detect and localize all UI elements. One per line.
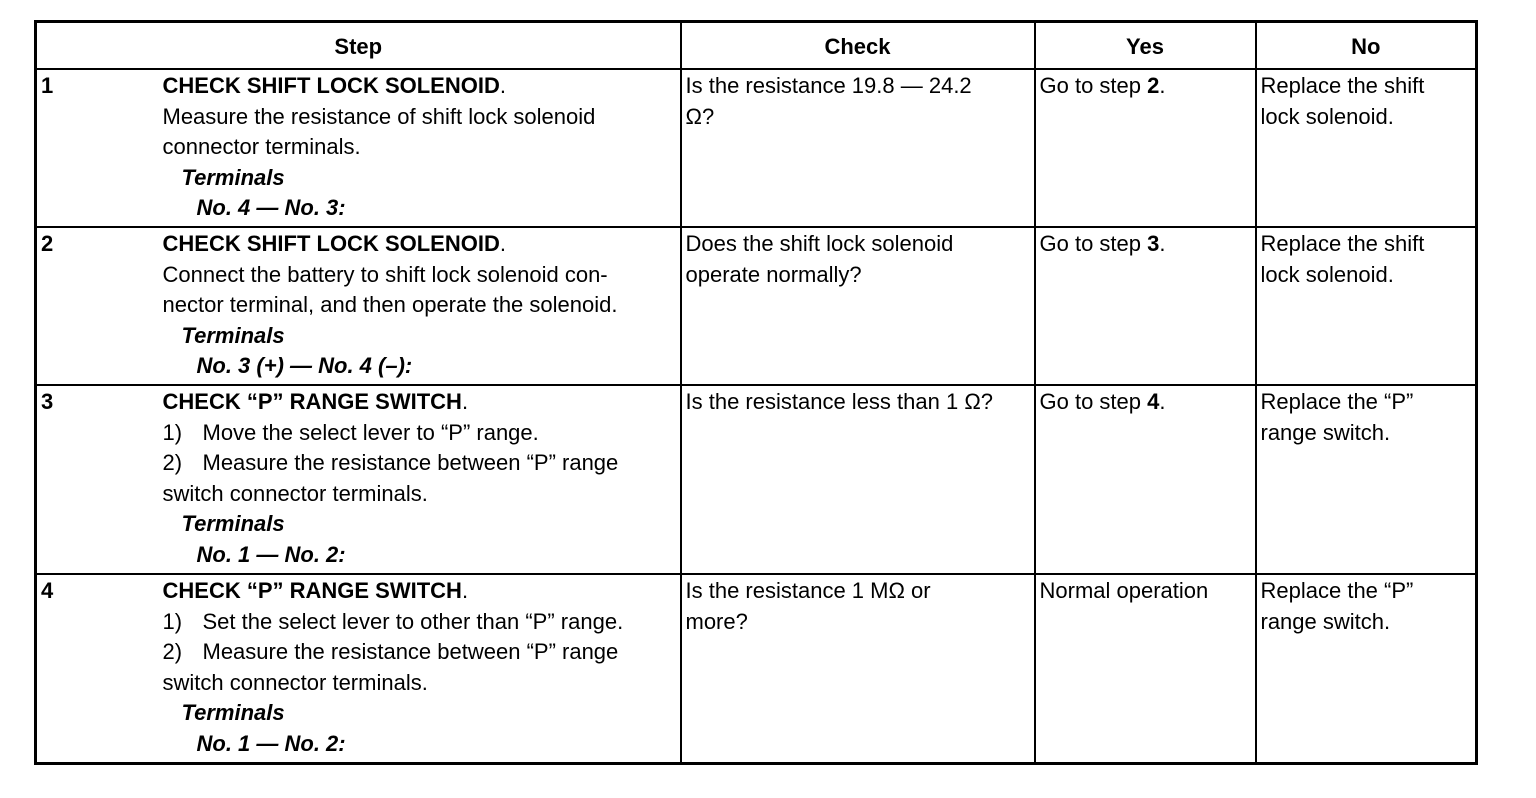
table-header-row [36, 22, 1477, 70]
substep-text: Move the select lever to “P” range. [202, 419, 539, 445]
terminals-label: Terminals [181, 511, 285, 536]
yes-text: Go to step [1039, 73, 1148, 98]
no-cell [1256, 69, 1477, 227]
step-description: CHECK SHIFT LOCK SOLENOID. Connect the battery to shift lock solenoid con- nector terminal, and then operate the solenoid. Terminals No. 3 (+) — No. 4 (–): [159, 227, 681, 385]
check-cell [681, 574, 1035, 763]
yes-text: Go to step [1039, 231, 1148, 256]
table-row-step-1 [36, 69, 1477, 227]
substep-number: 1) [162, 608, 183, 634]
substep-number: 2) [162, 639, 183, 664]
terminals-value: No. 1 — No. 2: [196, 541, 346, 567]
no-text-line: Replace the “P” [1260, 389, 1414, 414]
substep-text: Measure the resistance between “P” range [202, 450, 619, 475]
no-text-line: lock solenoid. [1260, 103, 1394, 129]
terminals-label: Terminals [181, 700, 285, 725]
no-text-line: range switch. [1260, 608, 1391, 634]
step-number: 4 [36, 574, 159, 763]
no-text-line: lock solenoid. [1260, 261, 1394, 287]
no-cell [1256, 227, 1477, 385]
substep-text: Set the select lever to other than “P” range. [202, 608, 624, 634]
yes-cell [1035, 574, 1256, 763]
step-title: CHECK “P” RANGE SWITCH [162, 578, 462, 603]
yes-cell: Go to step 3. [1035, 227, 1256, 385]
step-text-line: Measure the resistance of shift lock solenoid [162, 103, 596, 129]
substep [163, 607, 676, 638]
terminals-label: Terminals [181, 164, 285, 190]
table-row-step-3 [36, 385, 1477, 574]
check-text-line: Is the resistance 1 MΩ or [685, 578, 931, 603]
step-text-line: connector terminals. [162, 134, 361, 159]
terminals-value: No. 1 — No. 2: [196, 730, 346, 756]
check-text-line: operate normally? [685, 261, 862, 287]
check-cell [681, 227, 1035, 385]
step-text-line: Connect the battery to shift lock solenoid con- [162, 261, 608, 287]
substep [163, 418, 676, 449]
step-number: 2 [36, 227, 159, 385]
terminals-label: Terminals [181, 322, 285, 348]
substep [163, 448, 676, 479]
yes-text: Normal operation [1039, 578, 1209, 603]
step-description: CHECK “P” RANGE SWITCH. 1) Move the select lever to “P” range. 2) Measure the resistance between “P” range switch connector terminals. Terminals No. 1 — No. 2: [159, 385, 681, 574]
header-check: Check [681, 22, 1035, 70]
no-text-line: Replace the “P” [1260, 578, 1414, 603]
substep [163, 637, 676, 668]
no-cell [1256, 574, 1477, 763]
no-text-line: Replace the shift [1260, 231, 1425, 256]
header-no: No [1256, 22, 1477, 70]
header-yes: Yes [1035, 22, 1256, 70]
substep-number: 2) [162, 450, 183, 475]
yes-step-number: 2 [1147, 73, 1160, 98]
check-text-line: Does the shift lock solenoid [685, 231, 954, 256]
check-cell [681, 385, 1035, 574]
check-text-line: Is the resistance 19.8 — 24.2 [685, 73, 972, 98]
check-cell [681, 69, 1035, 227]
step-description: CHECK SHIFT LOCK SOLENOID. Measure the resistance of shift lock solenoid connector terminals. Terminals No. 4 — No. 3: [159, 69, 681, 227]
diagnostic-procedure-table [34, 20, 1478, 765]
check-text-line: more? [685, 608, 748, 634]
check-text-line: Is the resistance less than 1 Ω? [685, 389, 993, 414]
step-title: CHECK SHIFT LOCK SOLENOID [162, 231, 500, 256]
no-cell [1256, 385, 1477, 574]
substep-text: Measure the resistance between “P” range [202, 639, 619, 664]
step-text-line: switch connector terminals. [162, 480, 428, 506]
no-text-line: range switch. [1260, 419, 1391, 445]
yes-step-number: 4 [1147, 389, 1160, 414]
terminals-value: No. 4 — No. 3: [196, 195, 346, 220]
terminals-value: No. 3 (+) — No. 4 (–): [196, 353, 413, 378]
no-text-line: Replace the shift [1260, 73, 1425, 98]
check-text-line: Ω? [685, 103, 715, 129]
yes-cell: Go to step 4. [1035, 385, 1256, 574]
table-row-step-2 [36, 227, 1477, 385]
yes-text: Go to step [1039, 389, 1148, 414]
yes-step-number: 3 [1147, 231, 1160, 256]
step-title: CHECK SHIFT LOCK SOLENOID [162, 73, 500, 98]
step-number: 3 [36, 385, 159, 574]
header-step: Step [36, 22, 681, 70]
step-number: 1 [36, 69, 159, 227]
step-title: CHECK “P” RANGE SWITCH [162, 389, 462, 414]
substep-number: 1) [162, 419, 183, 445]
table-row-step-4 [36, 574, 1477, 763]
yes-cell: Go to step 2. [1035, 69, 1256, 227]
step-description: CHECK “P” RANGE SWITCH. 1) Set the select lever to other than “P” range. 2) Measure the resistance between “P” range switch connector terminals. Terminals No. 1 — No. 2: [159, 574, 681, 763]
step-text-line: nector terminal, and then operate the solenoid. [162, 292, 618, 317]
step-text-line: switch connector terminals. [162, 669, 428, 695]
